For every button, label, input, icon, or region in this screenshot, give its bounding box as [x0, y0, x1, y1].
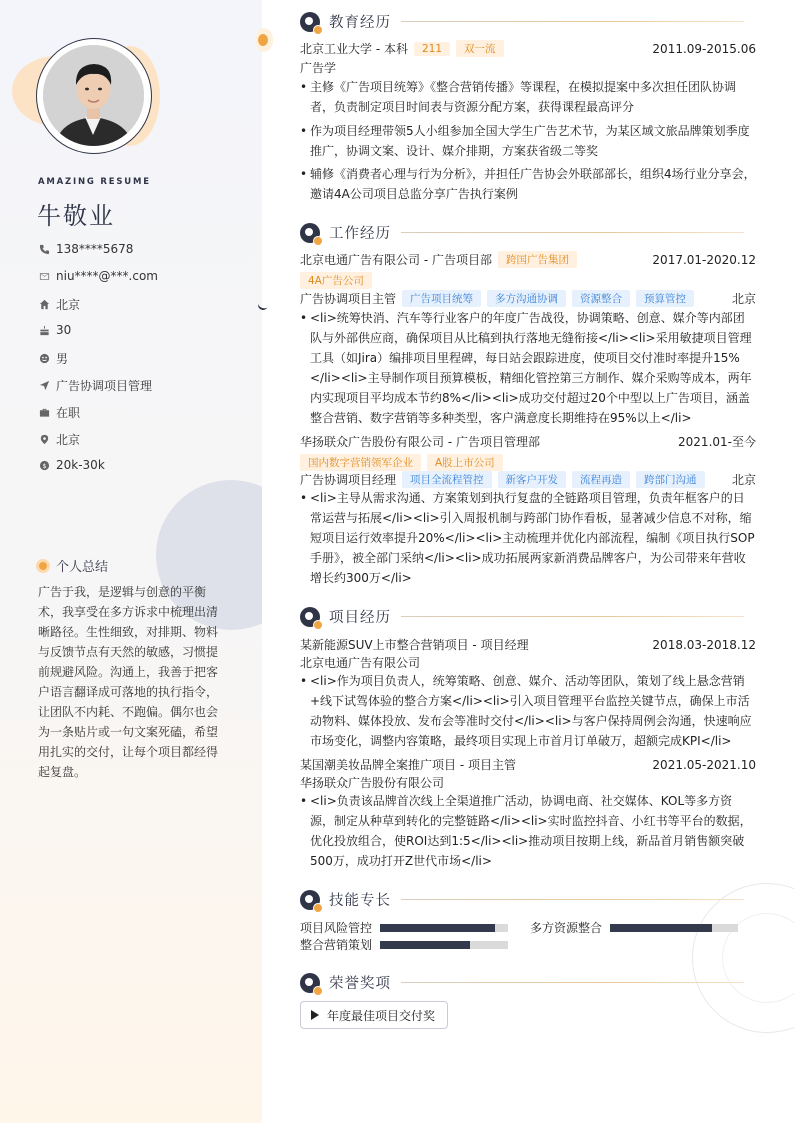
skill-item — [300, 919, 508, 936]
info-target-position — [38, 377, 248, 394]
dot-icon — [36, 559, 50, 573]
job-header — [300, 433, 756, 450]
info-salary — [38, 458, 248, 472]
summary-title: 个人总结 — [56, 560, 109, 575]
brand-label: AMAZING RESUME — [38, 177, 151, 187]
skill-name: 多方资源整合 — [530, 921, 603, 935]
school-tag: 211 — [414, 42, 450, 56]
award-name: 年度最佳项目交付奖 — [327, 1008, 436, 1023]
phone-icon — [38, 243, 50, 255]
info-text: 男 — [56, 352, 69, 366]
education-major-row — [300, 59, 756, 76]
project-header — [300, 756, 756, 773]
company-tag: 国内数字营销领军企业 — [300, 454, 421, 471]
briefcase-icon — [38, 407, 50, 419]
info-text: niu****@***.com — [56, 269, 158, 283]
info-text: 北京 — [56, 433, 81, 447]
skill-level-fill — [610, 924, 712, 932]
section-title: 项目经历 — [329, 610, 391, 626]
person-photo-icon — [43, 45, 144, 146]
section-icon — [300, 973, 320, 993]
avatar-frame — [36, 38, 152, 154]
home-icon — [38, 299, 50, 311]
skill-tag: 流程再造 — [572, 471, 630, 488]
project-org-row — [300, 774, 756, 791]
info-status — [38, 404, 248, 421]
project-org-row — [300, 654, 756, 671]
job-date: 2021.01-至今 — [678, 435, 756, 449]
svg-text:$: $ — [41, 461, 47, 470]
job-date: 2017.01-2020.12 — [652, 252, 756, 267]
job-company: 北京电通广告有限公司 - 广告项目部 — [300, 253, 492, 267]
skill-tag: 跨部门沟通 — [636, 471, 705, 488]
section-icon — [300, 12, 320, 32]
skill-tag: 项目全流程管控 — [402, 471, 492, 488]
school-name: 北京工业大学 - 本科 — [300, 42, 408, 56]
info-gender — [38, 350, 248, 367]
education-bullet: • 主修《广告项目统筹》《整合营销传播》等课程，在模拟提案中多次担任团队协调者，负责制定项目时间表与资源分配方案，获得课程最高评分 — [300, 77, 756, 117]
info-text: 在职 — [56, 406, 81, 420]
skill-tag: 多方沟通协调 — [487, 290, 566, 307]
decor-tab — [255, 28, 273, 52]
job-tag-row — [300, 272, 756, 289]
info-text: 20k-30k — [56, 458, 105, 472]
section-title: 技能专长 — [329, 893, 391, 909]
summary-text: 广告于我，是逻辑与创意的平衡术，我享受在多方诉求中梳理出清晰路径。生性细致，对排期、物料与反馈节点有天然的敏感，习惯提前规避风险。沟通上，我善于把客户语言翻译成可落地的执行指令，让团队不内耗、不跑偏。偶尔也会为一条贴片或一句文案死磕，希望用扎实的交付，让每个项目都经得起复盘。 — [38, 585, 219, 779]
info-age — [38, 323, 248, 337]
job-header — [300, 251, 756, 268]
project-name: 某国潮美妆品牌全案推广项目 - 项目主管 — [300, 758, 516, 772]
summary-heading — [36, 556, 108, 575]
project-org: 华扬联众广告股份有限公司 — [300, 776, 445, 790]
info-text: 广告协调项目管理 — [56, 379, 153, 393]
skill-level-fill — [380, 924, 495, 932]
job-description: • <li>主导从需求沟通、方案策划到执行复盘的全链路项目管理，负责年框客户的日常运营与拓展</li><li>引入周报机制与跨部门协作看板，显著减少信息不对称，缩短项目运行效率提升20%</li><li>主动梳理并优化内部流程，编制《项目执行SOP手册》，被全部门采纳</li><li>成功拓展两家新消费品牌客户，为公司带来年营收增长约300万</li> — [300, 488, 756, 588]
skill-level-fill — [380, 941, 470, 949]
project-description: • <li>负责该品牌首次线上全渠道推广活动，协调电商、社交媒体、KOL等多方资源，制定从种草到转化的完整链路</li><li>实时监控抖音、小红书等平台的数据，优化投放组合，使ROI达到1:5</li><li>推动项目按期上线，新品首月销售额突破500万，成功打开Z世代市场</li> — [300, 791, 756, 871]
skill-tag: 预算管控 — [636, 290, 694, 307]
section-icon — [300, 607, 320, 627]
job-role: 广告协调项目经理 — [300, 473, 397, 487]
info-location — [38, 431, 248, 448]
skill-bar — [380, 924, 508, 932]
project-date: 2018.03-2018.12 — [652, 637, 756, 652]
section-divider — [401, 982, 744, 983]
section-awards-heading — [300, 972, 756, 993]
info-home — [38, 296, 248, 313]
skill-tag: 广告项目统筹 — [402, 290, 481, 307]
section-icon — [300, 223, 320, 243]
avatar — [43, 45, 144, 146]
education-bullet: • 作为项目经理带领5人小组参加全国大学生广告艺术节，为某区域文旅品牌策划季度推广，协调文案、设计、媒介排期，方案获省级二等奖 — [300, 121, 756, 161]
education-date: 2011.09-2015.06 — [652, 41, 756, 56]
company-tag: 4A广告公司 — [300, 272, 372, 289]
education-entry — [300, 40, 756, 57]
skill-name: 整合营销策划 — [300, 938, 373, 952]
project-name: 某新能源SUV上市整合营销项目 - 项目经理 — [300, 638, 529, 652]
company-tag: A股上市公司 — [427, 454, 503, 471]
job-role-row — [300, 471, 756, 488]
play-triangle-icon — [311, 1010, 319, 1020]
section-divider — [401, 232, 744, 233]
section-education-heading — [300, 11, 756, 32]
project-header — [300, 636, 756, 653]
gender-icon — [38, 353, 50, 365]
job-city: 北京 — [731, 292, 756, 306]
mail-icon — [38, 270, 50, 282]
location-icon — [38, 434, 50, 446]
section-skills-heading — [300, 889, 756, 910]
skill-item — [300, 936, 508, 953]
cake-icon — [38, 324, 50, 336]
info-text: 北京 — [56, 298, 81, 312]
job-tag-row — [300, 454, 756, 471]
skill-name: 项目风险管控 — [300, 921, 373, 935]
major: 广告学 — [300, 61, 337, 75]
company-tag: 跨国广告集团 — [498, 251, 577, 268]
skill-bar — [610, 924, 738, 932]
section-work-heading — [300, 222, 756, 243]
skill-tag: 资源整合 — [572, 290, 630, 307]
section-title: 教育经历 — [329, 15, 391, 31]
skill-bar — [380, 941, 508, 949]
award-item — [300, 1001, 448, 1029]
info-text: 138****5678 — [56, 242, 134, 256]
candidate-name: 牛敬业 — [37, 202, 115, 230]
job-city: 北京 — [731, 473, 756, 487]
section-divider — [401, 21, 744, 22]
section-icon — [300, 890, 320, 910]
send-icon — [38, 380, 50, 392]
project-date: 2021.05-2021.10 — [652, 757, 756, 772]
salary-icon — [38, 459, 50, 471]
skill-tag: 新客户开发 — [498, 471, 567, 488]
section-divider — [401, 616, 744, 617]
section-title: 荣誉奖项 — [329, 976, 391, 992]
education-bullet: • 辅修《消费者心理与行为分析》，并担任广告协会外联部部长，组织4场行业分享会，邀请4A公司项目总监分享广告执行案例 — [300, 164, 756, 204]
skill-item — [530, 919, 738, 936]
info-phone — [38, 242, 248, 256]
job-role: 广告协调项目主管 — [300, 292, 397, 306]
section-divider — [401, 899, 744, 900]
sidebar — [0, 0, 262, 1123]
info-email — [38, 269, 248, 283]
job-role-row — [300, 290, 756, 307]
section-projects-heading — [300, 606, 756, 627]
project-org: 北京电通广告有限公司 — [300, 656, 421, 670]
section-title: 工作经历 — [329, 226, 391, 242]
job-company: 华扬联众广告股份有限公司 - 广告项目管理部 — [300, 435, 540, 449]
project-description: • <li>作为项目负责人，统筹策略、创意、媒介、活动等团队，策划了线上悬念营销+线下试驾体验的整合方案</li><li>引入项目管理平台监控关键节点，确保上市活动物料、媒体投放、发布会等准时交付</li><li>与客户保持周例会沟通，快速响应市场变化，调整内容策略，最终项目实现上市首月订单破万，超额完成KPI</li> — [300, 671, 756, 751]
job-description: • <li>统筹快消、汽车等行业客户的年度广告战役，协调策略、创意、媒介等内部团队与外部供应商，确保项目从比稿到执行落地无缝衔接</li><li>采用敏捷项目管理工具（如Jira）编排项目里程碑，每日站会跟踪进度，使项目交付准时率提升15%</li><li>主导制作项目预算模板，精细化管控第三方制作、媒介采购等成本，两年内实现项目平均成本节约8%</li><li>成功交付超过20个中型以上广告项目，涵盖整合营销、数字营销等多种类型，客户满意度长期维持在95%以上</li> — [300, 308, 756, 428]
info-text: 30 — [56, 323, 72, 337]
school-tag: 双一流 — [456, 40, 504, 57]
